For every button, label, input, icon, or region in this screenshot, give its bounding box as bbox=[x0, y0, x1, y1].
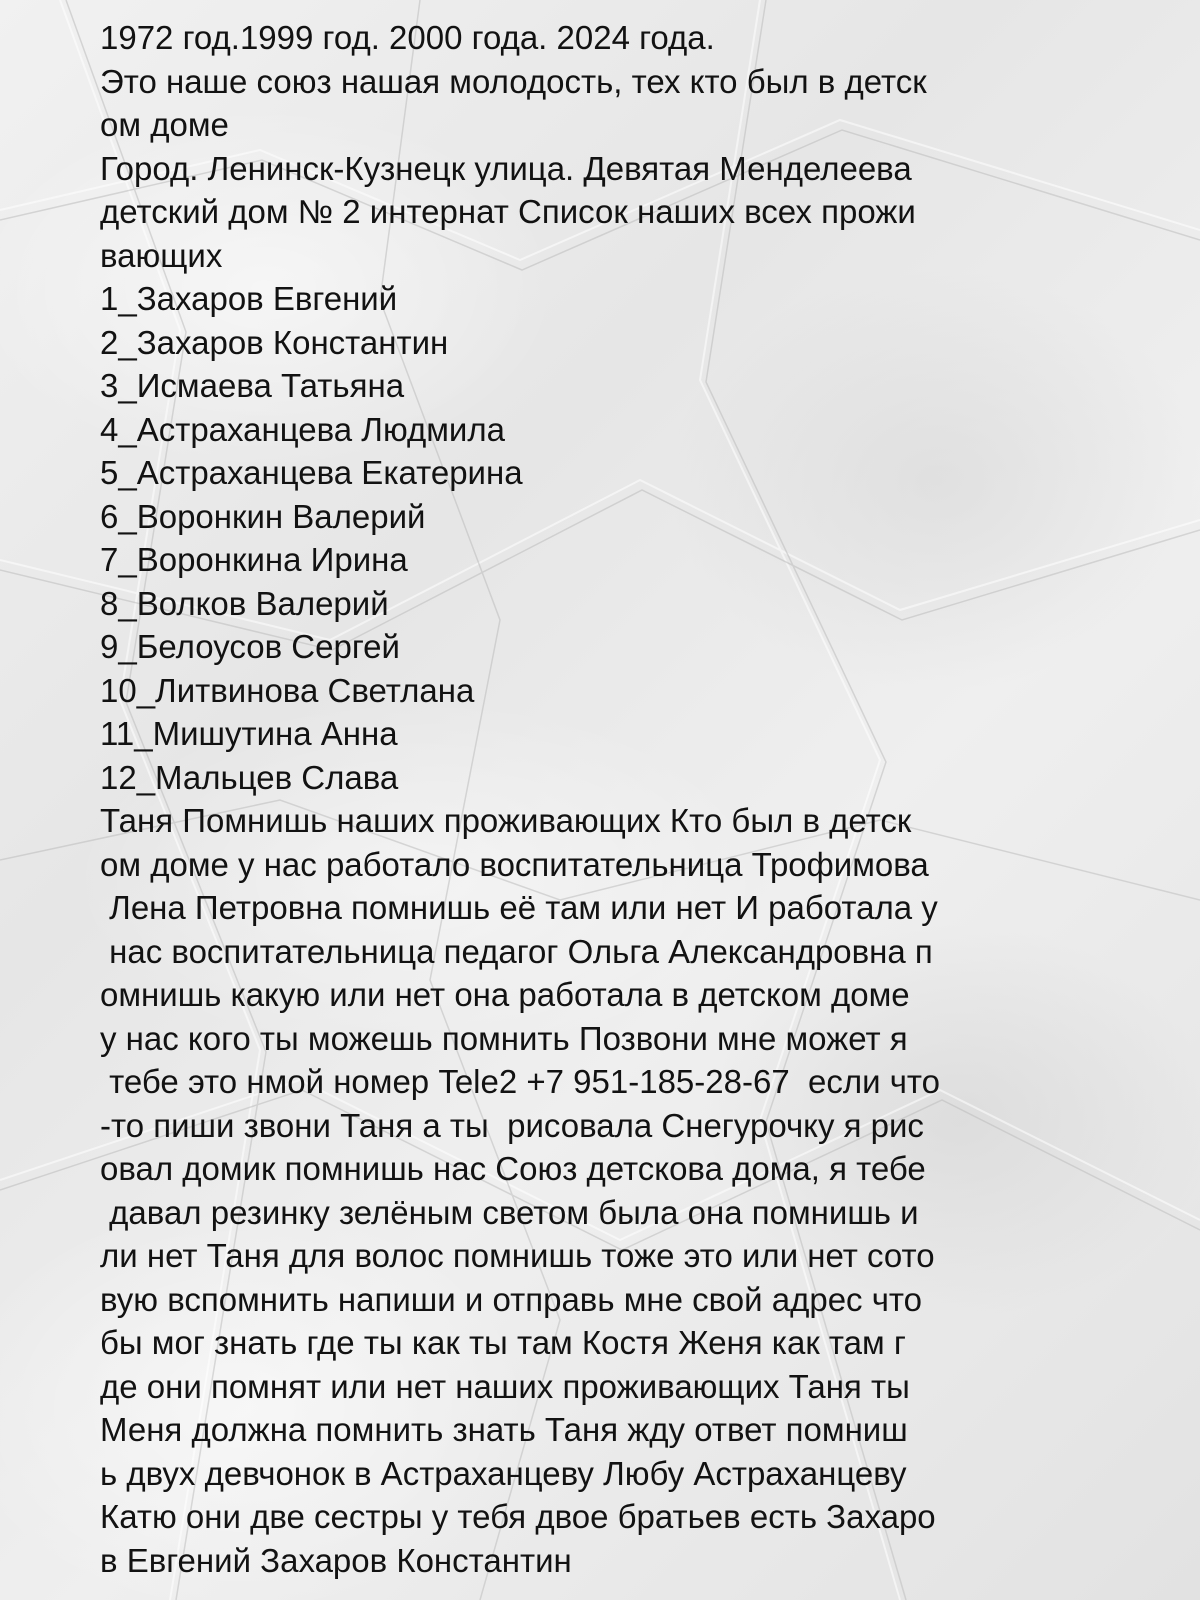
message-line: ли нет Таня для волос помнишь тоже это или нет сото bbox=[100, 1237, 935, 1274]
message-line: нас воспитательница педагог Ольга Александровна п bbox=[100, 932, 933, 970]
message-line: в Евгений Захаров Константин bbox=[100, 1541, 572, 1579]
message-line: Лена Петровна помнишь её там или нет И работала у bbox=[100, 889, 938, 926]
message-line: Меня должна помнить знать Таня жду ответ помниш bbox=[100, 1411, 908, 1448]
list-item: 7_Воронкина Ирина bbox=[100, 541, 408, 578]
message-line: ь двух девчонок в Астраханцеву Любу Астраханцеву bbox=[100, 1454, 907, 1492]
message-line: бы мог знать где ты как ты там Костя Женя как там г bbox=[100, 1324, 906, 1361]
list-item: 10_Литвинова Светлана bbox=[100, 671, 475, 709]
message-line: у нас кого ты можешь помнить Позвони мне может я bbox=[100, 1019, 908, 1057]
date-line: 1972 год.1999 год. 2000 года. 2024 года. bbox=[100, 19, 715, 56]
list-item: 8_Волков Валерий bbox=[100, 584, 389, 622]
message-line: овал домик помнишь нас Союз детскова дома, я тебе bbox=[100, 1150, 926, 1187]
address-line: Город. Ленинск-Кузнецк улица. Девятая Менделеева bbox=[100, 149, 912, 187]
list-item: 6_Воронкин Валерий bbox=[100, 497, 426, 535]
list-item: 2_Захаров Константин bbox=[100, 323, 449, 361]
message-line: омнишь какую или нет она работала в детском доме bbox=[100, 976, 910, 1013]
document-text bbox=[100, 16, 1060, 1582]
message-line: ом доме у нас работало воспитательница Трофимова bbox=[100, 845, 929, 883]
list-item: 11_Мишутина Анна bbox=[100, 715, 398, 752]
list-item: 4_Астраханцева Людмила bbox=[100, 410, 505, 448]
list-item: 5_Астраханцева Екатерина bbox=[100, 454, 523, 491]
list-item: 12_Мальцев Слава bbox=[100, 758, 399, 796]
list-item: 3_Исмаева Татьяна bbox=[100, 367, 405, 404]
list-item: 9_Белоусов Сергей bbox=[100, 628, 400, 665]
address-line: вающих bbox=[100, 236, 223, 274]
message-line: Катю они две сестры у тебя двое братьев есть Захаро bbox=[100, 1498, 936, 1535]
intro-line: Это наше союз нашая молодость, тех кто был в детск bbox=[100, 62, 927, 100]
message-line: Таня Помнишь наших проживающих Кто был в детск bbox=[100, 802, 912, 839]
list-item: 1_Захаров Евгений bbox=[100, 280, 398, 317]
intro-line: ом доме bbox=[100, 106, 229, 143]
message-line: тебе это нмой номер Tele2 +7 951-185-28-67 если что bbox=[100, 1063, 941, 1100]
message-line: де они помнят или нет наших проживающих Таня ты bbox=[100, 1367, 910, 1405]
address-line: детский дом № 2 интернат Список наших всех прожи bbox=[100, 193, 916, 230]
message-line: -то пиши звони Таня а ты рисовала Снегурочку я рис bbox=[100, 1106, 924, 1144]
message-line: давал резинку зелёным светом была она помнишь и bbox=[100, 1193, 919, 1231]
message-line: вую вспомнить напиши и отправь мне свой адрес что bbox=[100, 1280, 923, 1318]
